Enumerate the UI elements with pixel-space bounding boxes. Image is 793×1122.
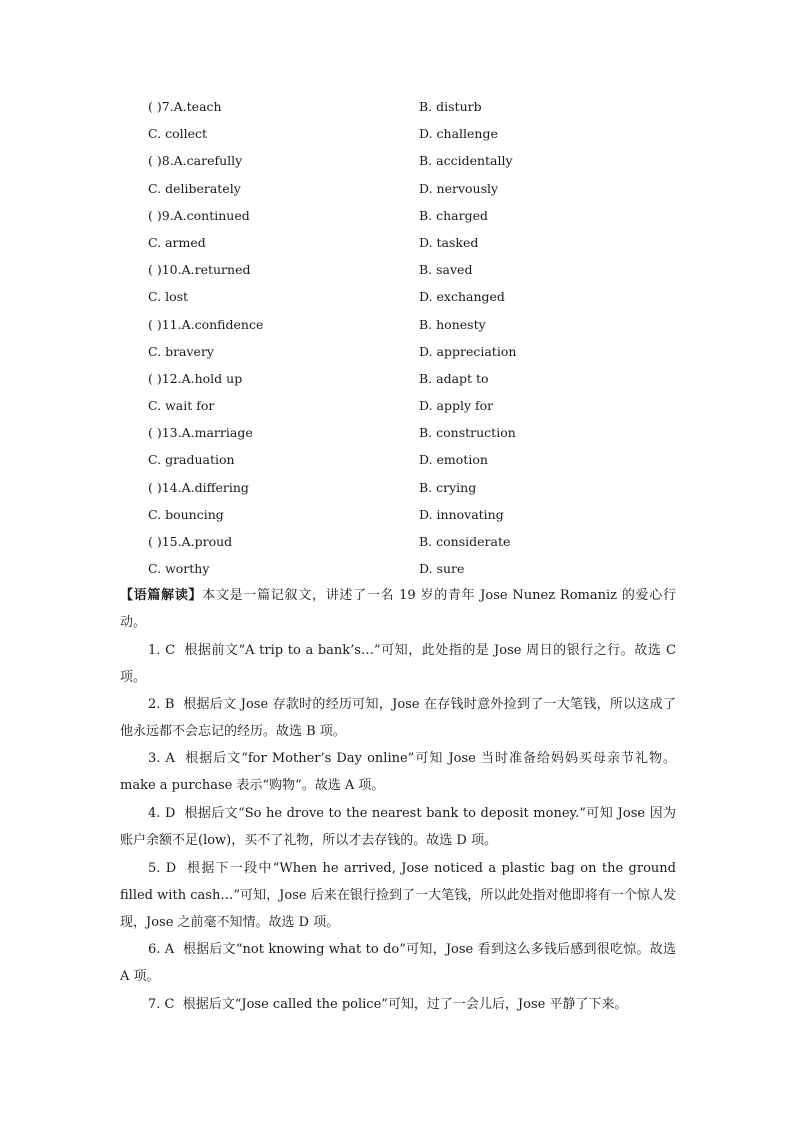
option-right: D. tasked (419, 234, 479, 250)
option-left: C. bouncing (148, 506, 224, 522)
answer-label: 6. A (148, 942, 175, 957)
option-left: ( )15.A.proud (148, 534, 233, 549)
answer-item (120, 637, 676, 691)
option-left: C. deliberately (148, 180, 241, 196)
option-right: D. apply for (419, 398, 494, 414)
option-left: C. worthy (148, 561, 210, 577)
answer-item (120, 936, 676, 990)
option-row (148, 202, 708, 229)
option-left: ( )11.A.confidence (148, 316, 264, 332)
option-left: ( )8.A.carefully (148, 153, 243, 169)
answer-label: 7. C (148, 997, 175, 1012)
answer-item (120, 691, 676, 745)
option-left: C. lost (148, 289, 189, 305)
option-right: B. saved (419, 262, 473, 278)
option-row (148, 392, 708, 419)
option-right: D. sure (419, 561, 465, 577)
option-row (148, 147, 708, 174)
option-right: D. emotion (419, 452, 488, 468)
option-row (148, 229, 708, 256)
option-row (148, 501, 708, 528)
option-left: C. wait for (148, 398, 215, 414)
option-row (148, 338, 708, 365)
option-row (148, 446, 708, 473)
answer-item (120, 991, 676, 1018)
answer-label: 3. A (148, 751, 175, 766)
option-right: D. innovating (419, 506, 504, 522)
answer-text: 根据后文“for Mother’s Day online”可知 Jose 当时准备给妈妈买母亲节礼物。make a purchase 表示“购物”。故选 A 项。 (120, 751, 676, 793)
answer-text: 根据下一段中“When he arrived, Jose noticed a plastic bag on the ground filled with cash…”可知，Jose 后来在银行捡到了一大笔钱，所以此处指对他即将有一个惊人发现，Jose 之前毫不知情。故选 D 项。 (120, 861, 676, 930)
option-right: D. exchanged (419, 289, 505, 305)
answer-text: 根据后文 Jose 存款时的经历可知，Jose 在存钱时意外捡到了一大笔钱，所以这成了他永远都不会忘记的经历。故选 B 项。 (120, 697, 677, 739)
option-left: C. bravery (148, 343, 214, 359)
option-row (148, 528, 708, 555)
option-list (148, 93, 708, 582)
option-right: D. nervously (419, 180, 499, 196)
option-left: ( )13.A.marriage (148, 425, 253, 441)
answer-label: 1. C (148, 643, 176, 658)
option-right: B. honesty (419, 316, 486, 332)
option-left: C. graduation (148, 452, 235, 468)
option-right: B. considerate (419, 534, 511, 549)
option-right: B. adapt to (419, 370, 489, 386)
option-left: ( )14.A.differing (148, 479, 249, 495)
option-right: B. construction (419, 425, 516, 441)
analysis-heading: 【语篇解读】 (120, 588, 203, 603)
option-left: ( )12.A.hold up (148, 370, 243, 386)
option-row (148, 93, 708, 120)
answer-label: 2. B (148, 697, 175, 712)
option-left: ( )10.A.returned (148, 262, 251, 278)
answer-text: 根据前文“A trip to a bank’s…”可知，此处指的是 Jose 周日的银行之行。故选 C 项。 (120, 643, 676, 685)
option-row (148, 256, 708, 283)
option-right: B. charged (419, 207, 489, 223)
option-right: D. challenge (419, 126, 498, 142)
option-right: B. accidentally (419, 153, 513, 169)
answer-text: 根据后文“Jose called the police”可知，过了一会儿后，Jose 平静了下来。 (182, 997, 628, 1012)
option-right: D. appreciation (419, 343, 517, 359)
option-left: ( )7.A.teach (148, 99, 222, 114)
option-row (148, 120, 708, 147)
answer-text: 根据后文“not knowing what to do”可知，Jose 看到这么多钱后感到很吃惊。故选 A 项。 (120, 942, 677, 984)
option-row (148, 175, 708, 202)
option-row (148, 365, 708, 392)
option-row (148, 311, 708, 338)
analysis-text: 本文是一篇记叙文，讲述了一名 19 岁的青年 Jose Nunez Romaniz 的爱心行动。 (120, 588, 676, 630)
option-left: C. armed (148, 234, 206, 250)
answer-label: 5. D (148, 861, 177, 876)
option-row (148, 283, 708, 310)
option-right: B. disturb (419, 99, 482, 114)
option-left: C. collect (148, 126, 208, 142)
option-row (148, 555, 708, 582)
answer-item (120, 855, 676, 936)
option-row (148, 419, 708, 446)
analysis-paragraph (120, 582, 676, 636)
option-right: B. crying (419, 479, 477, 495)
answer-item (120, 800, 676, 854)
answer-text: 根据后文“So he drove to the nearest bank to deposit money.”可知 Jose 因为账户余额不足(low)，买不了礼物，所以才去存钱的。故选 D 项。 (120, 806, 677, 848)
option-row (148, 474, 708, 501)
answer-item (120, 745, 676, 799)
option-left: ( )9.A.continued (148, 207, 250, 223)
answer-label: 4. D (148, 806, 176, 821)
